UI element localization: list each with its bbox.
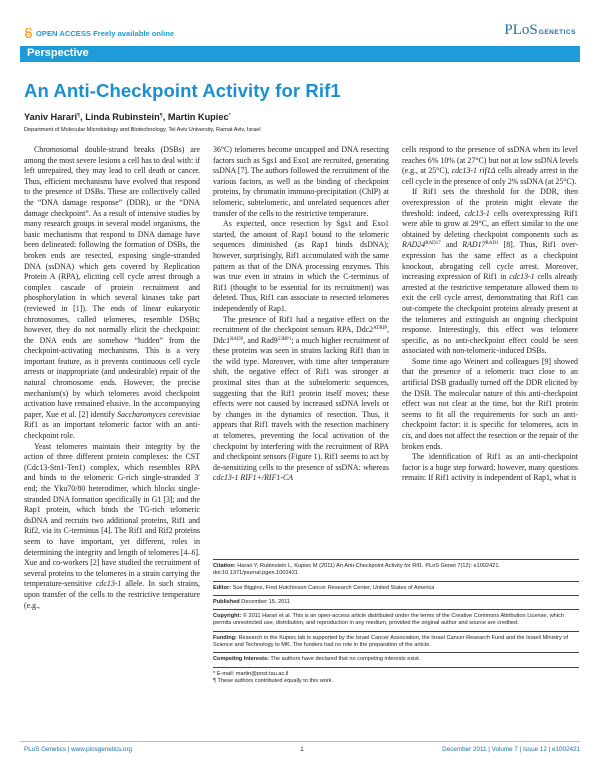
open-access-text: OPEN ACCESS Freely available online	[36, 28, 175, 38]
body-column-1	[24, 145, 200, 735]
competing-interests-block: Competing Interests: The authors have declared that no competing interests exist.	[213, 652, 579, 666]
paragraph: cells respond to the presence of ssDNA when its level reaches 6% 10% (at 27°C) but not at low ssDNA levels (e.g., at 25°C), cdc13-1 rif1Δ cells already arrest in the cell cycle in the presence of only 2% ssDNA (at 25°C).	[402, 145, 578, 186]
citation-block: Citation: Harari Y, Rubinstein L, Kupiec M (2011) An Anti-Checkpoint Activity for Rif1. PLoS Genet 7(12): e1002421. doi:10.1371/journal.pgen.1002421	[213, 559, 579, 581]
paragraph: The identification of Rif1 as an anti-checkpoint factor is a huge step forward; however, many questions remain: If Rif1 activity is independent of Rap1, what is	[402, 452, 578, 483]
page-footer	[24, 746, 580, 753]
affiliation: Department of Molecular Microbiology and Biotechnology, Tel Aviv University, Ramat Aviv, Israel	[24, 127, 261, 133]
journal-logo-plos: PLoS	[504, 22, 538, 38]
funding-block: Funding: Research in the Kupiec lab is supported by the Israel Cancer Association, the Israel Cancer Research Fund and the Israeli Ministry of Science and Technology to MK. The funders had no role in the preparation of the article.	[213, 631, 579, 653]
paragraph: Some time ago Weinert and colleagues [9] showed that the presence of a telomeric tract close to an artificial DSB gradually turned off the DDR elicited by the DSB. The molecular nature of this anti-checkpoint effect was not clear at the time, but the Rif1 protein seems to fit all the requirements for such an anti-checkpoint factor: it is specific for telomeres, acts in cis, and does not affect the resection or the repair of the broken ends.	[402, 356, 578, 451]
author-name[interactable]: Linda Rubinstein	[85, 112, 160, 122]
open-access-label	[24, 28, 174, 38]
paragraph: 36°C) telomeres become uncapped and DNA resecting factors such as Sgs1 and Exo1 are recruited, generating ssDNA [7]. The authors followed the recruitment of the various factors, as well as the binding of checkpoint proteins, by chromatin immuno-precipitation (ChIP) at telomeric, subtelomeric, and unrelated sequences after transfer of the cells to the restrictive temperature.	[213, 145, 389, 218]
open-lock-icon	[24, 28, 33, 38]
paragraph: The presence of Rif1 had a negative effect on the recruitment of the checkpoint sensors RPA, $Ddc2^{ATRIP}$, $Ddc1^{RAD9}$, and $Rad9^{53BP1}$; a much higher recruitment of these proteins was seen in strains lacking Rif1 than in the wild type. Moreover, with time after temperature shift, the negative effect of Rif1 was stronger at proximal sites than at the subtelomeric sequences, suggesting that the Rif1 protein itself moves; these effects were not caused by increased ssDNA levels or by changes in the dynamics of resection. Thus, it appears that Rif1 travels with the resection machinery at telomeres, preventing the local activation of the checkpoint by interfering with the recruitment of RPA and checkpoint sensors (Figure 1). Rif1 seems to act by de-sensitizing cells to the presence of ssDNA: whereas cdc13-1 RIF1+/RIF1-CA	[213, 314, 389, 483]
body-column-3	[402, 145, 578, 560]
footer-journal-link[interactable]: PLoS Genetics | www.plosgenetics.org	[24, 746, 133, 753]
correspondence-block	[213, 667, 579, 689]
author-mark: ¶	[77, 113, 81, 119]
published-block: Published December 15, 2011	[213, 595, 579, 609]
footer-divider	[20, 741, 580, 742]
author-mark: *	[228, 113, 231, 119]
author-list: Yaniv Harari¶, Linda Rubinstein¶, Martin Kupiec*	[24, 112, 231, 122]
journal-logo[interactable]	[504, 22, 576, 39]
body-column-2	[213, 145, 389, 560]
equal-contribution-note: ¶ These authors contributed equally to this work.	[213, 677, 334, 684]
copyright-block: Copyright: © 2011 Harari et al. This is an open-access article distributed under the terms of the Creative Commons Attribution License, which permits unrestricted use, distribution, and reproduction in any medium, provided the original author and source are credited.	[213, 609, 579, 631]
paragraph: Chromosomal double-strand breaks (DSBs) are among the most severe lesions a cell has to deal with: if left unrepaired, they may lead to cell death or cancer. Thus, efficient mechanisms have evolved that respond to the presence of DSBs. These are collectively called the “DNA damage response” (DDR), or the “DNA damage checkpoint”. As a result of intensive studies by many research groups in several model organisms, the basic mechanisms that respond to DNA damage have been delineated: following the formation of DSBs, the broken ends are resected, exposing single-stranded DNA (ssDNA) which gets covered by Replication Protein A (RPA), eliciting cell cycle arrest through a complex cascade of protein recruitment and phosphorylation in which several kinases take part (reviewed in [1]). The ends of linear eukaryotic chromosomes, called telomeres, resemble DSBs; however, they do not normally elicit the checkpoint: the DNA ends are somehow “hidden” from the checkpoint-activating mechanisms. This is a very important feature, as it prevents continuous cell cycle arrests or inappropriate (and undesirable) repair of the natural chromosome ends. However, the precise mechanism(s) by which telomeres avoid checkpoint activation have remained elusive. In the accompanying paper, Xue et al. [2] identify Saccharomyces cerevisiae Rif1 as an important telomeric factor with an anti-checkpoint role.	[24, 145, 200, 441]
email-link[interactable]: * E-mail: martin@post.tau.ac.il	[213, 670, 289, 677]
article-title: An Anti-Checkpoint Activity for Rif1	[24, 80, 341, 101]
paragraph: If Rif1 sets the threshold for the DDR, then overexpression of the protein might elevate the threshold: indeed, cdc13-1 cells overexpressing Rif1 were able to grow at 29°C, an effect similar to the one obtained by deleting checkpoint components such as $RAD24^{RAD17}$ and $RAD17^{RAD1}$ [8]. Thus, Rif1 over-expression has the same effect as a checkpoint knockout, abrogating cell cycle arrest. Moreover, increasing expression of Rif1 in cdc13-1 cells already arrested at the restrictive temperature allowed them to exit the cell cycle arrest, demonstrating that Rif1 can out-compete the checkpoint proteins already present at the telomeres and extinguish an ongoing checkpoint response. Interestingly, this effect was telomere specific, as no anti-checkpoint effect could be seen associated with non-telomeric-induced DSBs.	[402, 187, 578, 356]
section-band	[20, 46, 580, 62]
author-mark: ¶	[159, 113, 163, 119]
paragraph: As expected, once resection by Sgs1 and Exo1 started, the amount of Rap1 bound to the telomeric sequences diminished (as Rap1 binds dsDNA); however, surprisingly, Rif1 accumulated with the same pattern as that of the DNA processing enzymes. This was true even in strains in which the C-terminus of Rif1 (thought to be essential for its recruitment) was deleted. Thus, Rif1 can associate to resected telomeres independently of Rap1.	[213, 219, 389, 313]
article-metadata	[213, 559, 579, 688]
author-name[interactable]: Martin Kupiec	[167, 112, 229, 122]
paragraph: Yeast telomeres maintain their integrity by the action of three different protein complexes: the CST (Cdc13-Stn1-Ten1) complex, which resembles RPA and binds to the telomeric G-rich single-stranded 3′ end; the Yku70/80 heterodimer, which blocks single-stranded DNA formation specifically in G1 [3]; and the Rap1 protein, which binds the TG-rich telomeric dsDNA and recruits two additional proteins, Rif1 and Rif2, via its C-terminus [4]. The Rif1 and Rif2 proteins seem to have important, yet different, roles in determining the integrity and length of telomeres [4–6]. Xue and co-workers [2] have studied the recruitment of several proteins to the telomeres in a strain carrying the temperature-sensitive cdc13-1 allele. In such strains, upon transfer of the cells to the restrictive temperature (e.g.,	[24, 441, 200, 610]
page-number: 1	[300, 746, 304, 753]
journal-logo-genetics: GENETICS	[538, 29, 576, 36]
footer-issue-info: December 2011 | Volume 7 | Issue 12 | e1002421	[442, 746, 580, 753]
section-label: Perspective	[27, 47, 89, 59]
author-name[interactable]: Yaniv Harari	[24, 112, 78, 122]
editor-block: Editor: Sue Biggins, Fred Hutchinson Cancer Research Center, United States of America	[213, 581, 579, 595]
